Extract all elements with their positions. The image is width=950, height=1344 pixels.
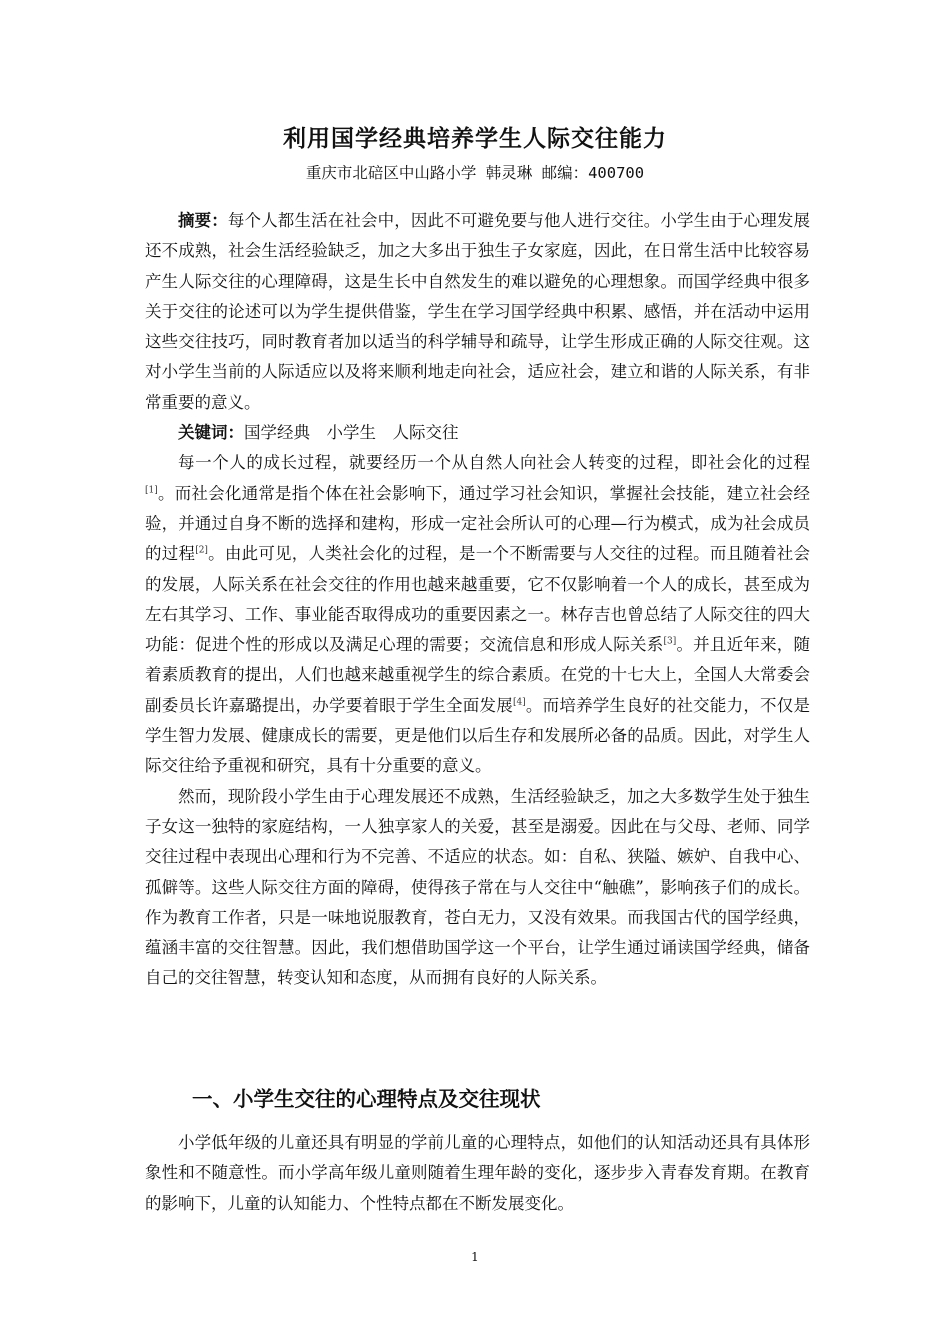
citation-ref: [3]	[663, 636, 677, 647]
paragraph-text: 。而社会化通常是指个体在社会影响下，通过学习社会知识，掌握社会技能，建立社会经验，并通过自身不断的选择和建构，形成一定社会所认可的心理—行为模式，成为社会成员的过程	[145, 483, 810, 564]
keyword-item: 国学经典	[244, 423, 310, 443]
section-body	[145, 1128, 810, 1219]
body-paragraph-1	[145, 448, 810, 781]
citation-ref: [4]	[512, 697, 526, 708]
section-heading: 一、小学生交往的心理特点及交往现状	[192, 1087, 541, 1111]
citation-ref: [2]	[195, 545, 208, 556]
keywords-paragraph	[145, 418, 810, 448]
keyword-item: 小学生	[326, 423, 376, 443]
paragraph-text: 每一个人的成长过程，就要经历一个从自然人向社会人转变的过程，即社会化的过程	[178, 453, 810, 473]
document-title: 利用国学经典培养学生人际交往能力	[283, 126, 667, 152]
body-paragraph-2: 然而，现阶段小学生由于心理发展还不成熟，生活经验缺乏，加之大多数学生处于独生子女这一独特的家庭结构，一人独享家人的关爱，甚至是溺爱。因此在与父母、老师、同学交往过程中表现出心理和行为不完善、不适应的状态。如：自私、狭隘、嫉妒、自我中心、孤僻等。这些人际交往方面的障碍，使得孩子常在与人交往中“触礁”，影响孩子们的成长。作为教育工作者，只是一味地说服教育，苍白无力，又没有效果。而我国古代的国学经典，蕴涵丰富的交往智慧。因此，我们想借助国学这一个平台，让学生通过诵读国学经典，储备自己的交往智慧，转变认知和态度，从而拥有良好的人际关系。	[145, 786, 810, 988]
paragraph-text: 。由此可见，人类社会化的过程，是一个不断需要与人交往的过程。而且随着社会的发展，人际关系在社会交往的作用也越来越重要，它不仅影响着一个人的成长，甚至成为左右其学习、工作、事业能否取得成功的重要因素之一。林存吉也曾总结了人际交往的四大功能：促进个性的形成以及满足心理的需要；交流信息和形成人际关系	[145, 544, 811, 655]
main-body	[145, 206, 810, 994]
abstract-text: 每个人都生活在社会中，因此不可避免要与他人进行交往。小学生由于心理发展还不成熟，社会生活经验缺乏，加之大多出于独生子女家庭，因此，在日常生活中比较容易产生人际交往的心理障碍，这是生长中自然发生的难以避免的心理想象。而国学经典中很多关于交往的论述可以为学生提供借鉴，学生在学习国学经典中积累、感悟，并在活动中运用这些交往技巧，同时教育者加以适当的科学辅导和疏导，让学生形成正确的人际交往观。这对小学生当前的人际适应以及将来顺利地走向社会，适应社会，建立和谐的人际关系，有非常重要的意义。	[145, 211, 811, 412]
abstract-label: 摘要：	[178, 211, 228, 230]
page-number: 1	[471, 1250, 479, 1264]
paragraph-text: 。而培养学生良好的社交能力，不仅是学生智力发展、健康成长的需要，更是他们以后生存和发展所必备的品质。因此，对学生人际交往给予重视和研究，具有十分重要的意义。	[145, 695, 811, 776]
paragraph-text: 。并且近年来，随着素质教育的提出，人们也越来越重视学生的综合素质。在党的十七大上，全国人大常委会副委员长许嘉璐提出，办学要着眼于学生全面发展	[145, 635, 811, 715]
citation-ref: [1]	[145, 485, 158, 496]
section-paragraph: 小学低年级的儿童还具有明显的学前儿童的心理特点，如他们的认知活动还具有具体形象性和不随意性。而小学高年级儿童则随着生理年龄的变化，逐步步入青春发育期。在教育的影响下，儿童的认知能力、个性特点都在不断发展变化。	[145, 1133, 810, 1213]
author-line: 重庆市北碚区中山路小学 韩灵琳 邮编：400700	[305, 164, 645, 182]
keyword-item: 人际交往	[392, 423, 459, 443]
abstract-paragraph	[145, 206, 810, 418]
keywords-label: 关键词：	[178, 423, 244, 443]
